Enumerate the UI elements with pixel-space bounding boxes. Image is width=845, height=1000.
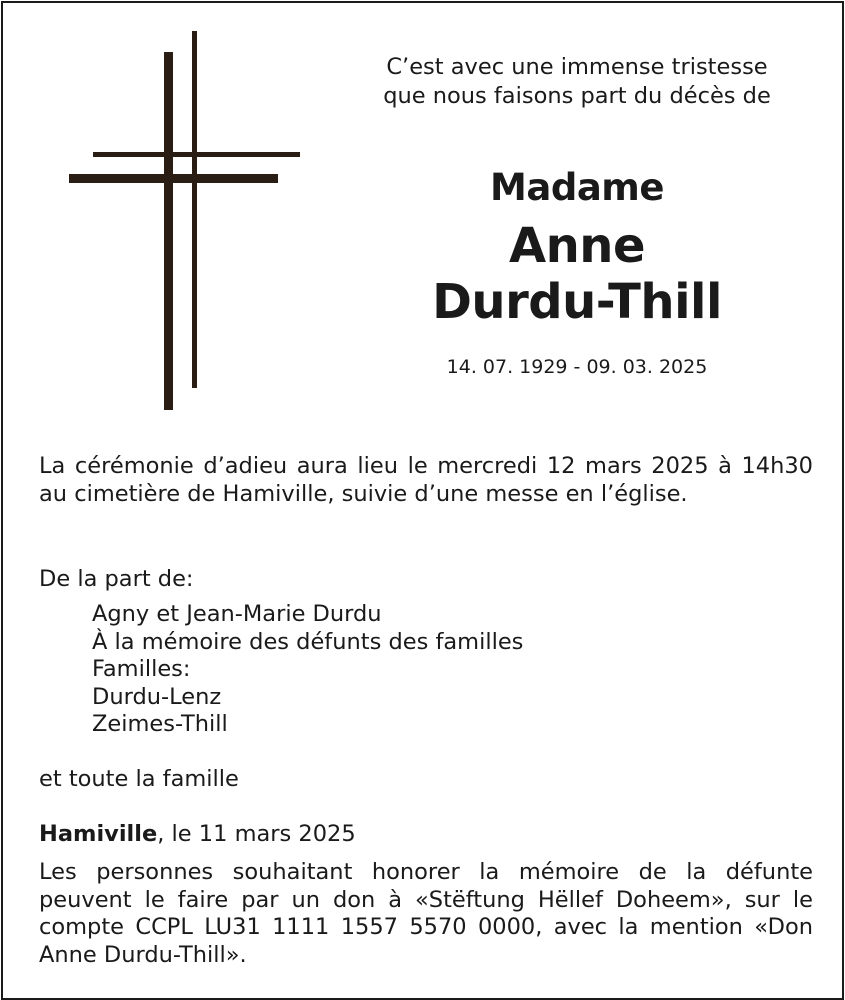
intro-line-1: C’est avec une immense tristesse bbox=[386, 54, 768, 80]
family-item: Durdu-Lenz bbox=[92, 683, 222, 710]
family-list bbox=[92, 601, 523, 739]
deceased-last-name: Durdu-Thill bbox=[432, 274, 722, 330]
ceremony-paragraph: La cérémonie d’adieu aura lieu le mercredi 12 mars 2025 à 14h30 au cimetière de Hamiville, suivie d’une messe en l’église. bbox=[39, 453, 813, 507]
family-item: Familles: bbox=[92, 656, 191, 682]
family-item: Zeimes-Thill bbox=[92, 711, 228, 737]
cross-back-horizontal bbox=[93, 152, 300, 157]
place-date-line bbox=[39, 821, 356, 849]
closing-text: et toute la famille bbox=[39, 766, 239, 792]
place-name: Hamiville bbox=[39, 821, 158, 847]
intro-text bbox=[303, 53, 844, 111]
family-item: À la mémoire des défunts des familles bbox=[92, 628, 524, 655]
deceased-title: Madame bbox=[490, 166, 664, 209]
cross-front-horizontal bbox=[69, 174, 278, 183]
from-label: De la part de: bbox=[39, 566, 194, 592]
family-item: Agny et Jean-Marie Durdu bbox=[92, 601, 382, 627]
notice-date: , le 11 mars 2025 bbox=[157, 821, 356, 847]
obituary-notice bbox=[1, 1, 844, 1000]
donation-paragraph: Les personnes souhaitant honorer la mémoire de la défunte peuvent le faire par un don à «Stëftung Hëllef Doheem», sur le compte CCPL LU31 1111 1557 5570 0000, avec la mention «Don Anne Durdu-Thill». bbox=[39, 859, 813, 968]
cross-front-vertical bbox=[164, 52, 173, 410]
deceased-first-name: Anne bbox=[508, 218, 646, 274]
life-dates: 14. 07. 1929 - 09. 03. 2025 bbox=[446, 356, 708, 378]
intro-line-2: que nous faisons part du décès de bbox=[383, 83, 771, 109]
cross-back-vertical bbox=[192, 31, 197, 388]
